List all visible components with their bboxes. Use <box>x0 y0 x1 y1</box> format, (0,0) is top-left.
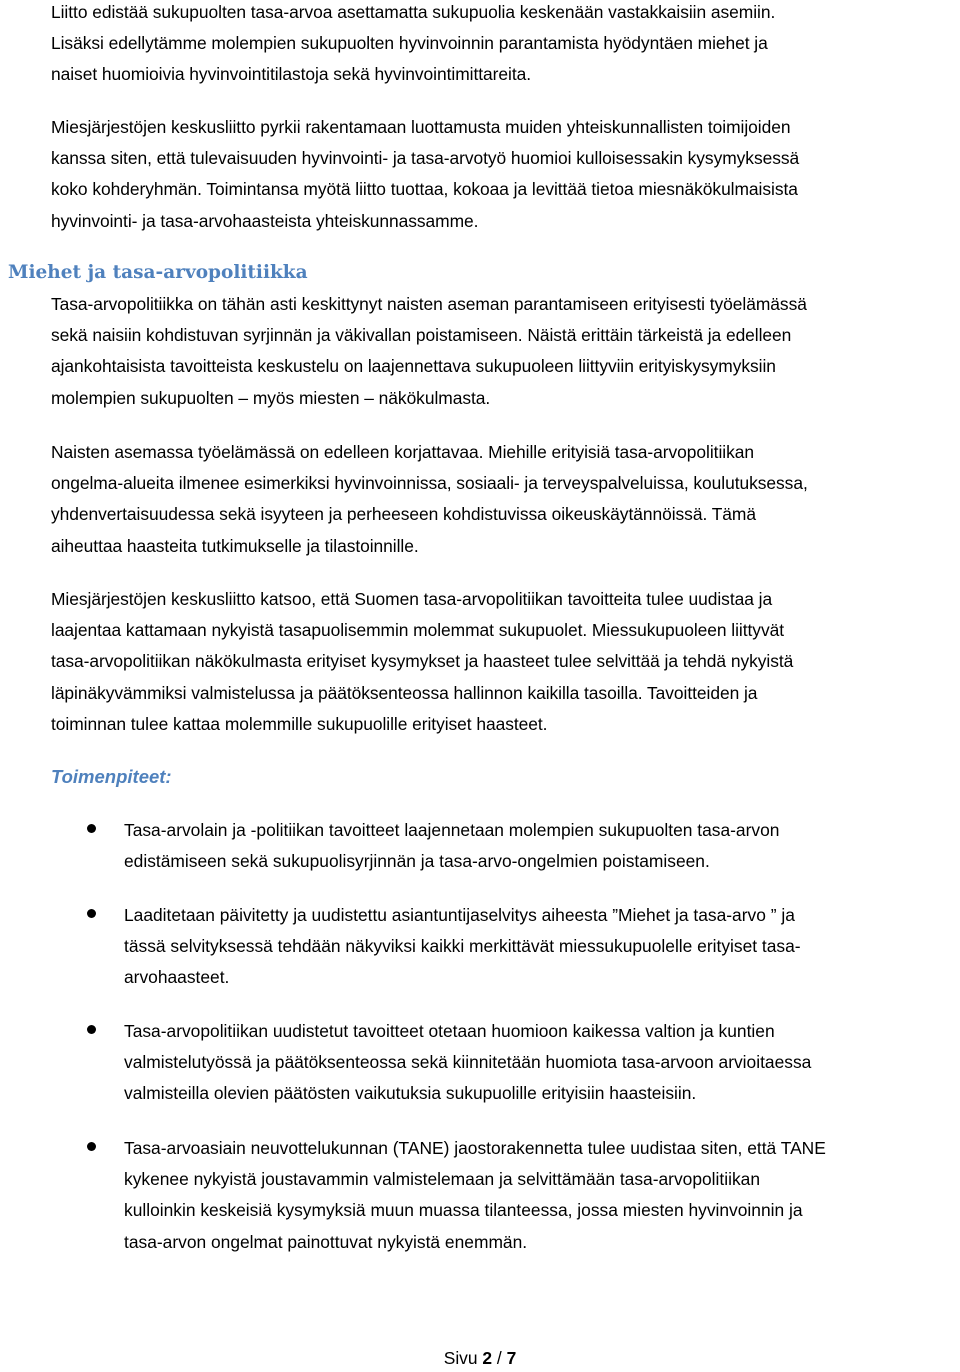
view-paragraph <box>51 584 951 740</box>
work-paragraph <box>51 437 951 562</box>
text-line: valmistelutyössä ja päätöksenteossa sekä kiinnitetään huomiota tasa-arvoon arvioitaessa <box>124 1052 812 1073</box>
text-line: valmisteilla olevien päätösten vaikutuksia sukupuolille erityisiin haasteisiin. <box>124 1083 697 1104</box>
text-line: koko kohderyhmän. Toimintansa myötä liitto tuottaa, kokoaa ja levittää tietoa miesnäkökulmaisista <box>51 179 798 200</box>
text-line: läpinäkyvämmiksi valmistelussa ja päätöksenteossa hallinnon kaikilla tasoilla. Tavoitteiden ja <box>51 682 758 703</box>
text-line: ajankohtaisista tavoitteista keskustelu on laajennettava sukupuoleen liittyviin erityiskysymyksiin <box>51 356 776 377</box>
text-line: sekä naisiin kohdistuvan syrjinnän ja väkivallan poistamiseen. Näistä erittäin tärkeistä ja edelleen <box>51 325 792 346</box>
list-item-text <box>124 900 942 994</box>
page-label: Sivu <box>443 1348 478 1368</box>
list-item-text <box>124 815 942 877</box>
text-line: Lisäksi edellytämme molempien sukupuolten hyvinvoinnin parantamista hyödyntäen miehet ja <box>51 33 768 54</box>
trust-paragraph <box>51 112 951 237</box>
text-line: Liitto edistää sukupuolten tasa-arvoa asettamatta sukupuolia keskenään vastakkaisiin asemiin. <box>51 2 776 22</box>
text-line: laajentaa kattamaan nykyistä tasapuolisemmin molemmat sukupuolet. Miessukupuoleen liittyvät <box>51 620 784 641</box>
text-line: edistämiseen sekä sukupuolisyrjinnän ja tasa-arvo-ongelmien poistamiseen. <box>124 851 710 872</box>
text-line: kykenee nykyistä joustavammin valmistelemaan ja selvittämään tasa-arvopolitiikan <box>124 1169 761 1190</box>
text-line: Miesjärjestöjen keskusliitto katsoo, että Suomen tasa-arvopolitiikan tavoitteita tulee uudistaa ja <box>51 589 773 609</box>
text-line: Tasa-arvopolitiikan uudistetut tavoitteet otetaan huomioon kaikessa valtion ja kuntien <box>124 1021 775 1041</box>
text-line: Laaditetaan päivitetty ja uudistettu asiantuntijaselvitys aiheesta ”Miehet ja tasa-arvo ” ja <box>124 905 795 925</box>
text-line: kulloinkin keskeisiä kysymyksiä muun muassa tilanteessa, jossa miesten hyvinvoinnin ja <box>124 1200 803 1221</box>
text-line: Tasa-arvolain ja -politiikan tavoitteet laajennetaan molempien sukupuolten tasa-arvon <box>124 820 780 840</box>
total-pages-number: 7 <box>506 1348 517 1368</box>
text-line: yhdenvertaisuudessa sekä isyyteen ja perheeseen kohdistuvissa oikeuskäytännöissä. Tämä <box>51 504 756 525</box>
text-line: Miesjärjestöjen keskusliitto pyrkii rakentamaan luottamusta muiden yhteiskunnallisten toimijoiden <box>51 117 791 137</box>
bullet-icon <box>87 1025 96 1034</box>
text-line: hyvinvointi- ja tasa-arvohaasteista yhteiskunnassamme. <box>51 210 479 231</box>
policy-paragraph <box>51 289 951 414</box>
text-line: tasa-arvopolitiikan näkökulmasta erityiset kysymykset ja haasteet tulee selvittää ja tehdä nykyistä <box>51 651 794 672</box>
page-footer <box>0 1346 960 1370</box>
text-line: arvohaasteet. <box>124 967 230 988</box>
text-line: toiminnan tulee kattaa molemmille sukupuolille erityiset haasteet. <box>51 713 548 734</box>
bullet-icon <box>87 909 96 918</box>
text-line: naiset huomioivia hyvinvointitilastoja sekä hyvinvointimittareita. <box>51 64 532 85</box>
text-line: Naisten asemassa työelämässä on edelleen korjattavaa. Miehille erityisiä tasa-arvopolitiikan <box>51 442 754 462</box>
text-line: kanssa siten, että tulevaisuuden hyvinvointi- ja tasa-arvotyö huomioi kulloisessakin kysymyksessä <box>51 148 800 169</box>
current-page-number: 2 <box>482 1348 493 1368</box>
text-line: tasa-arvon ongelmat painottuvat nykyistä enemmän. <box>124 1231 528 1252</box>
bullet-icon <box>87 1142 96 1151</box>
bullet-icon <box>87 824 96 833</box>
text-line: aiheuttaa haasteita tutkimukselle ja tilastoinnille. <box>51 535 419 556</box>
text-line: molempien sukupuolten – myös miesten – näkökulmasta. <box>51 387 491 408</box>
page-separator: / <box>496 1348 502 1368</box>
list-item-text <box>124 1016 942 1110</box>
section-heading: Miehet ja tasa-arvopolitiikka <box>8 262 308 283</box>
measures-heading: Toimenpiteet: <box>51 766 172 787</box>
text-line: Tasa-arvopolitiikka on tähän asti keskittynyt naisten aseman parantamiseen erityisesti työelämässä <box>51 294 807 314</box>
text-line: Tasa-arvoasiain neuvottelukunnan (TANE) jaostorakennetta tulee uudistaa siten, että TANE <box>124 1138 826 1158</box>
text-line: ongelma-alueita ilmenee esimerkiksi hyvinvoinnissa, sosiaali- ja terveyspalveluissa, koulutuksessa, <box>51 473 808 494</box>
list-item-text <box>124 1133 942 1258</box>
intro-paragraph <box>51 0 951 91</box>
text-line: tässä selvityksessä tehdään näkyviksi kaikki merkittävät miessukupuolelle erityiset tasa- <box>124 936 801 957</box>
